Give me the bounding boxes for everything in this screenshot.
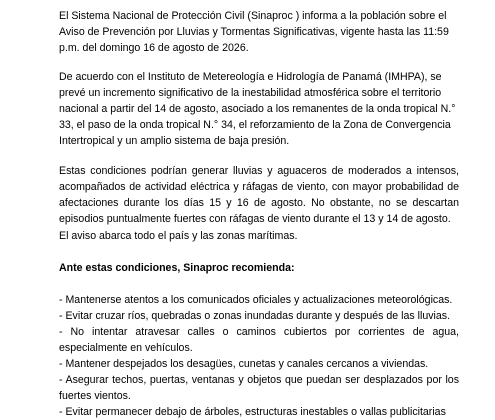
paragraph-coverage: El aviso abarca todo el país y las zonas marítimas. bbox=[59, 230, 298, 242]
list-item: - Mantener despejados los desagües, cunetas y canales cercanos a viviendas. bbox=[59, 358, 429, 370]
paragraph-intro: El Sistema Nacional de Protección Civil (Sinaproc ) informa a la población sobre el Aviso de Prevención por Lluvias y Tormentas Significativas, vigente hasta las 11:59 p.m. del domingo 16 de agosto de 2026. bbox=[59, 10, 449, 54]
list-item: - Mantenerse atentos a los comunicados oficiales y actualizaciones meteorológicas. bbox=[59, 294, 453, 306]
list-item: - Evitar cruzar ríos, quebradas o zonas inundadas durante y después de las lluvias. bbox=[59, 310, 451, 322]
recommendations-heading: Ante estas condiciones, Sinaproc recomienda: bbox=[59, 262, 295, 274]
list-item: - Asegurar techos, puertas, ventanas y objetos que puedan ser desplazados por los fuertes vientos. bbox=[59, 374, 459, 402]
list-item: - No intentar atravesar calles o caminos cubiertos por corrientes de agua, especialmente en vehículos. bbox=[59, 326, 459, 354]
paragraph-imhpa: De acuerdo con el Instituto de Metereología e Hidrología de Panamá (IMHPA), se prevé un incremento significativo de la inestabilidad atmosférica sobre el territorio nacional a partir del 14 de agosto, asociado a los remanentes de la onda tropical N.° 33, el paso de la onda tropical N.° 34, el reforzamiento de la Zona de Convergencia Intertropical y un amplio sistema de baja presión. bbox=[59, 71, 456, 147]
list-item: - Evitar permanecer debajo de árboles, estructuras inestables o vallas publicitarias bbox=[59, 406, 446, 418]
paragraph-conditions: Estas condiciones podrían generar lluvias y aguaceros de moderados a intensos, acompañados de actividad eléctrica y ráfagas de viento, con mayor probabilidad de afectaciones durante los días 15 y 16 de agosto. No obstante, no se descartan episodios puntualmente fuertes con ráfagas de viento durante el 13 y 14 de agosto. bbox=[59, 165, 459, 225]
